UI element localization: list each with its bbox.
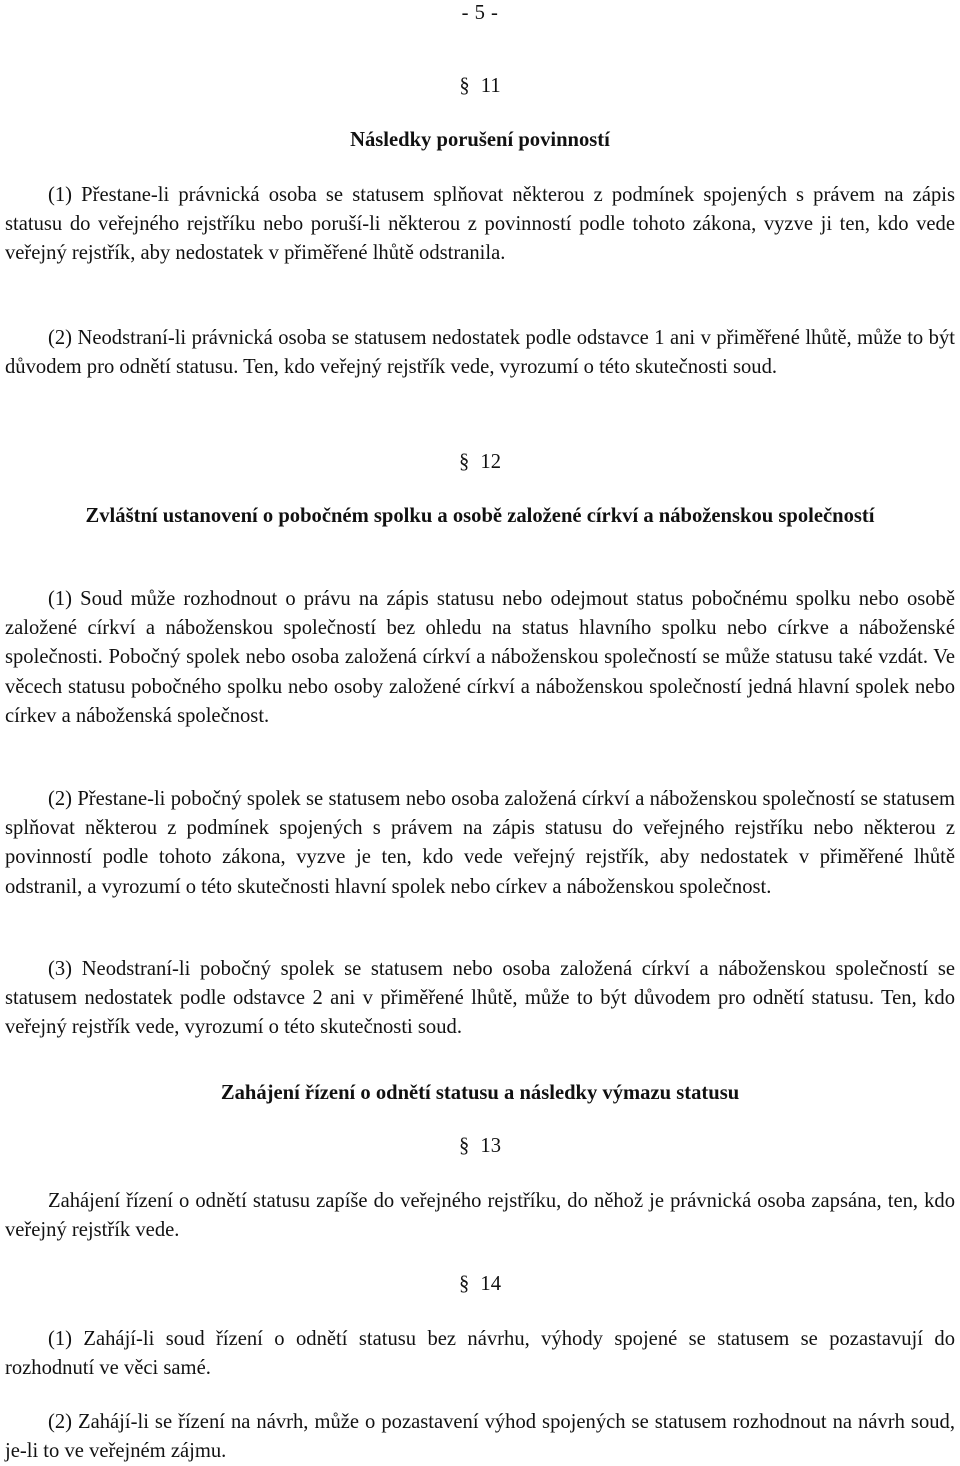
section-12-heading: Zvláštní ustanovení o pobočném spolku a osobě založené církví a náboženskou společností (85, 505, 875, 527)
section-12-number: § 12 (458, 451, 502, 473)
section-14-paragraph-1: (1) Zahájí-li soud řízení o odnětí statusu bez návrhu, výhody spojené se statusem se pozastavují do rozhodnutí ve věci samé. (5, 1328, 955, 1380)
section-14-paragraph-2: (2) Zahájí-li se řízení na návrh, může o pozastavení výhod spojených se statusem rozhodnout na návrh soud, je-li to ve veřejném zájmu. (5, 1411, 955, 1463)
section-12-paragraph-3: (3) Neodstraní-li pobočný spolek se statusem nebo osoba založená církví a náboženskou společností se statusem nedostatek podle odstavce 2 ani v přiměřené lhůtě, může to být důvodem pro odnětí statusu. Ten, kdo veřejný rejstřík vede, vyrozumí o této skutečnosti soud. (5, 958, 955, 1039)
section-12-paragraph-1: (1) Soud může rozhodnout o právu na zápis statusu nebo odejmout status pobočnému spolku nebo osobě založené církví a náboženskou společností bez ohledu na status hlavního spolku nebo církve a náboženské společnosti. Pobočný spolek nebo osoba založená církví a náboženskou společností se může statusu také vzdát. Ve věcech statusu pobočného spolku nebo osoby založené církví a náboženskou společností jedná hlavní spolek nebo církev a náboženská společnost. (5, 588, 955, 727)
section-13-number: § 13 (458, 1135, 502, 1157)
section-11-number: § 11 (459, 75, 501, 97)
page-number: - 5 - (461, 2, 499, 24)
section-13-paragraph-1: Zahájení řízení o odnětí statusu zapíše do veřejného rejstříku, do něhož je právnická osoba zapsána, ten, kdo veřejný rejstřík vede. (5, 1190, 955, 1242)
section-11-paragraph-1: (1) Přestane-li právnická osoba se statusem splňovat některou z podmínek spojených s právem na zápis statusu do veřejného rejstříku nebo poruší-li některou z povinností podle tohoto zákona, vyzve ji ten, kdo vede veřejný rejstřík, aby nedostatek v přiměřené lhůtě odstranila. (5, 184, 955, 265)
section-11-paragraph-2: (2) Neodstraní-li právnická osoba se statusem nedostatek podle odstavce 1 ani v přiměřené lhůtě, může to být důvodem pro odnětí statusu. Ten, kdo veřejný rejstřík vede, vyrozumí o této skutečnosti soud. (5, 327, 955, 379)
section-12-paragraph-2: (2) Přestane-li pobočný spolek se statusem nebo osoba založená církví a náboženskou společností se statusem splňovat některou z podmínek spojených s právem na zápis statusu do veřejného rejstříku nebo některou z povinností podle tohoto zákona, vyzve je ten, kdo vede veřejný rejstřík, aby nedostatek v přiměřené lhůtě odstranil, a vyrozumí o této skutečnosti hlavní spolek nebo církev a náboženskou společnost. (5, 788, 955, 898)
section-14-number: § 14 (458, 1273, 502, 1295)
section-11-heading: Následky porušení povinností (350, 129, 610, 151)
part-heading: Zahájení řízení o odnětí statusu a následky výmazu statusu (220, 1082, 740, 1104)
